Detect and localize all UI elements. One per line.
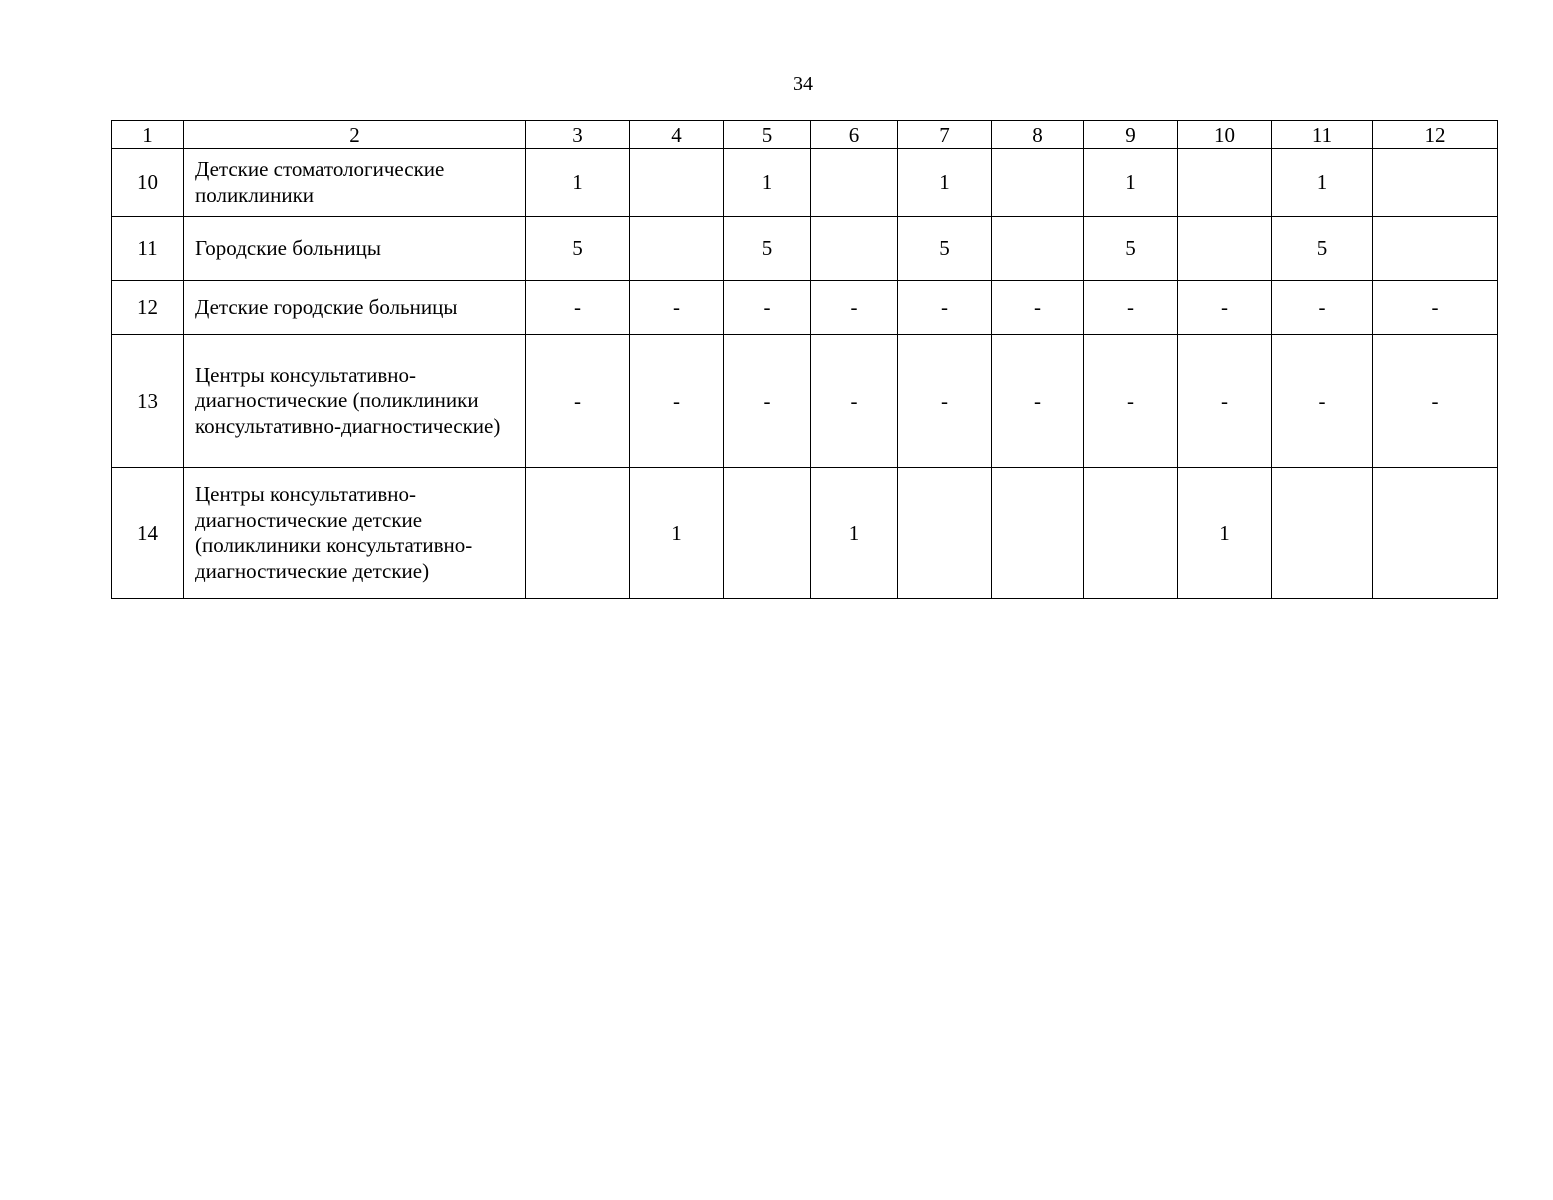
value-cell: [992, 217, 1084, 281]
value-cell: -: [1178, 281, 1272, 335]
row-number-cell: 10: [112, 149, 184, 217]
value-cell: -: [630, 281, 724, 335]
header-cell: 7: [898, 121, 992, 149]
value-cell: [1272, 468, 1373, 599]
table-header-row: [112, 121, 1498, 149]
table-row: [112, 217, 1498, 281]
row-name-cell: Детские стоматологические поликлиники: [184, 149, 526, 217]
row-number-cell: 13: [112, 335, 184, 468]
value-cell: 1: [724, 149, 811, 217]
value-cell: [811, 149, 898, 217]
header-cell: 2: [184, 121, 526, 149]
header-cell: 5: [724, 121, 811, 149]
value-cell: [992, 468, 1084, 599]
value-cell: 5: [1272, 217, 1373, 281]
value-cell: 1: [1084, 149, 1178, 217]
page-number: 34: [793, 73, 813, 95]
value-cell: [898, 468, 992, 599]
value-cell: [1178, 149, 1272, 217]
table-row: [112, 281, 1498, 335]
value-cell: 1: [630, 468, 724, 599]
value-cell: -: [526, 335, 630, 468]
header-cell: 3: [526, 121, 630, 149]
value-cell: -: [1272, 335, 1373, 468]
row-name-cell: Городские больницы: [184, 217, 526, 281]
value-cell: 5: [898, 217, 992, 281]
value-cell: [1373, 217, 1498, 281]
value-cell: 1: [1178, 468, 1272, 599]
value-cell: -: [898, 335, 992, 468]
row-name-cell: Центры консультативно-диагностические детские (поликлиники консультативно-диагностические детские): [184, 468, 526, 599]
value-cell: -: [992, 281, 1084, 335]
value-cell: [1084, 468, 1178, 599]
value-cell: [630, 149, 724, 217]
value-cell: 1: [1272, 149, 1373, 217]
value-cell: -: [1272, 281, 1373, 335]
value-cell: -: [724, 281, 811, 335]
row-number-cell: 14: [112, 468, 184, 599]
header-cell: 4: [630, 121, 724, 149]
value-cell: [724, 468, 811, 599]
header-cell: 6: [811, 121, 898, 149]
value-cell: -: [1084, 281, 1178, 335]
value-cell: -: [811, 335, 898, 468]
table-row: [112, 468, 1498, 599]
header-cell: 8: [992, 121, 1084, 149]
row-number-cell: 11: [112, 217, 184, 281]
value-cell: [1373, 468, 1498, 599]
value-cell: 1: [898, 149, 992, 217]
value-cell: -: [898, 281, 992, 335]
value-cell: [992, 149, 1084, 217]
table-row: [112, 335, 1498, 468]
header-cell: 1: [112, 121, 184, 149]
value-cell: -: [811, 281, 898, 335]
value-cell: -: [1178, 335, 1272, 468]
value-cell: [526, 468, 630, 599]
value-cell: -: [1084, 335, 1178, 468]
value-cell: -: [724, 335, 811, 468]
value-cell: [630, 217, 724, 281]
header-cell: 10: [1178, 121, 1272, 149]
header-cell: 12: [1373, 121, 1498, 149]
row-number-cell: 12: [112, 281, 184, 335]
value-cell: 5: [724, 217, 811, 281]
value-cell: -: [630, 335, 724, 468]
value-cell: -: [1373, 335, 1498, 468]
value-cell: 5: [1084, 217, 1178, 281]
value-cell: 1: [811, 468, 898, 599]
header-cell: 9: [1084, 121, 1178, 149]
row-name-cell: Детские городские больницы: [184, 281, 526, 335]
header-cell: 11: [1272, 121, 1373, 149]
table-row: [112, 149, 1498, 217]
value-cell: 1: [526, 149, 630, 217]
data-table: [111, 120, 1498, 599]
value-cell: -: [1373, 281, 1498, 335]
value-cell: [1178, 217, 1272, 281]
value-cell: -: [992, 335, 1084, 468]
row-name-cell: Центры консультативно-диагностические (поликлиники консультативно-диагностические): [184, 335, 526, 468]
value-cell: [811, 217, 898, 281]
value-cell: -: [526, 281, 630, 335]
value-cell: 5: [526, 217, 630, 281]
value-cell: [1373, 149, 1498, 217]
